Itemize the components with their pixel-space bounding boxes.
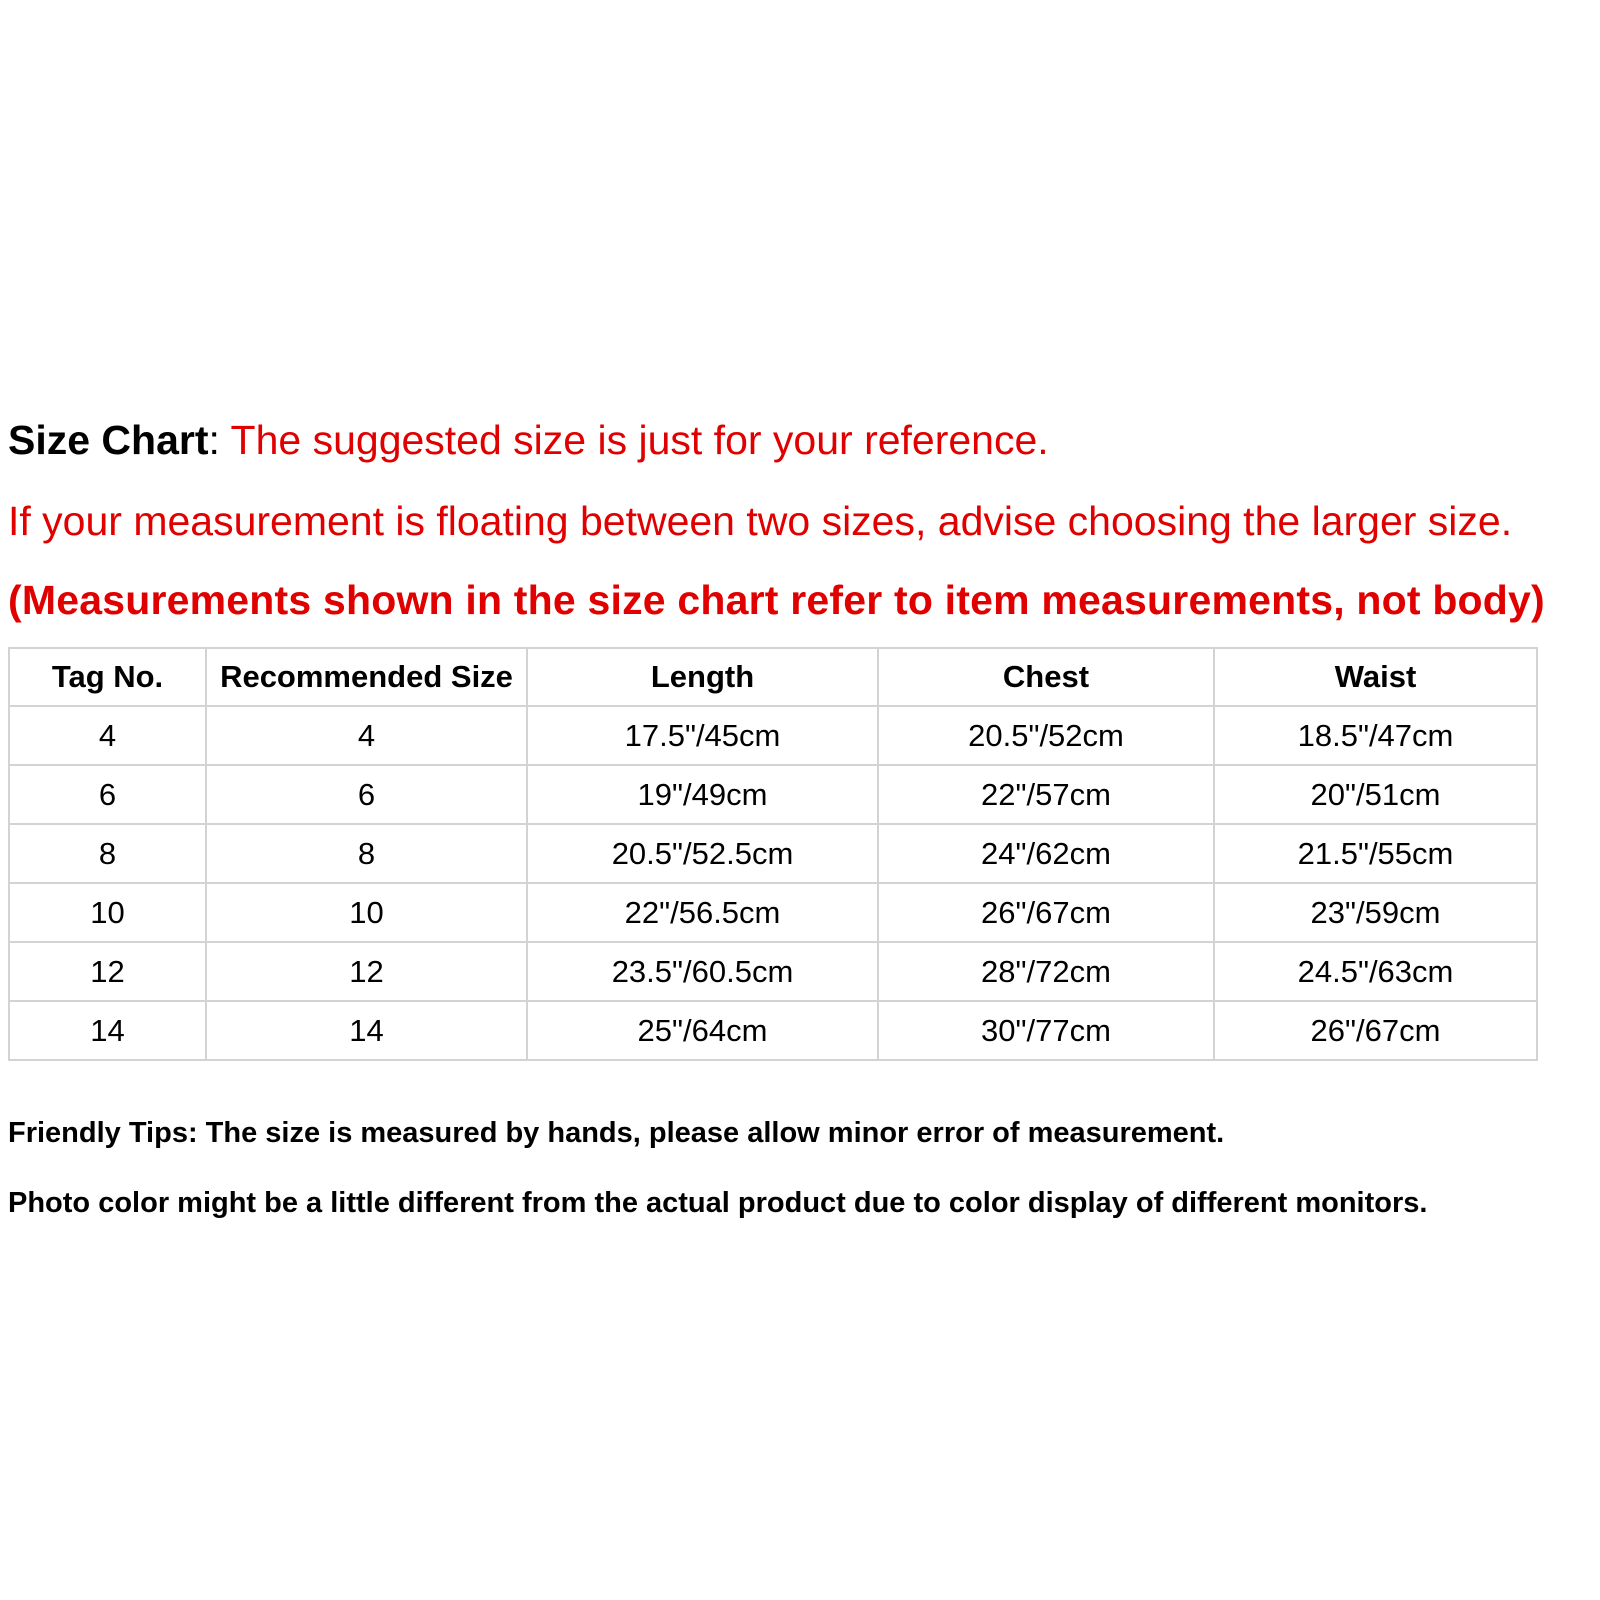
cell-chest: 22"/57cm [878,765,1214,824]
cell-waist: 18.5"/47cm [1214,706,1537,765]
cell-recommended-size: 12 [206,942,527,1001]
cell-tag-no: 14 [9,1001,206,1060]
cell-waist: 26"/67cm [1214,1001,1537,1060]
cell-chest: 30"/77cm [878,1001,1214,1060]
header-tag-no: Tag No. [9,648,206,706]
cell-recommended-size: 14 [206,1001,527,1060]
photo-color-note: Photo color might be a little different from the actual product due to color display of different monitors. [8,1187,1428,1219]
table-row [9,883,1537,942]
cell-length: 23.5"/60.5cm [527,942,878,1001]
table-header-row [9,648,1537,706]
table-row [9,942,1537,1001]
table-row [9,824,1537,883]
friendly-tips: Friendly Tips: The size is measured by hands, please allow minor error of measurement. [8,1117,1225,1149]
cell-tag-no: 10 [9,883,206,942]
cell-tag-no: 4 [9,706,206,765]
cell-length: 19"/49cm [527,765,878,824]
table-row [9,765,1537,824]
cell-chest: 28"/72cm [878,942,1214,1001]
cell-tag-no: 12 [9,942,206,1001]
cell-recommended-size: 6 [206,765,527,824]
size-advice: If your measurement is floating between two sizes, advise choosing the larger size. [8,498,1513,544]
size-chart-title-line [8,417,1598,470]
cell-recommended-size: 4 [206,706,527,765]
title-colon: : [208,417,231,463]
cell-chest: 24"/62cm [878,824,1214,883]
cell-tag-no: 6 [9,765,206,824]
cell-waist: 23"/59cm [1214,883,1537,942]
cell-recommended-size: 8 [206,824,527,883]
cell-recommended-size: 10 [206,883,527,942]
cell-waist: 24.5"/63cm [1214,942,1537,1001]
cell-chest: 20.5"/52cm [878,706,1214,765]
cell-length: 20.5"/52.5cm [527,824,878,883]
cell-tag-no: 8 [9,824,206,883]
table-row [9,1001,1537,1060]
size-table [8,647,1538,1061]
size-chart-label: Size Chart [8,417,209,463]
header-recommended-size: Recommended Size [206,648,527,706]
header-waist: Waist [1214,648,1537,706]
header-chest: Chest [878,648,1214,706]
measurement-note: (Measurements shown in the size chart refer to item measurements, not body) [8,577,1545,623]
cell-length: 17.5"/45cm [527,706,878,765]
table-row [9,706,1537,765]
cell-chest: 26"/67cm [878,883,1214,942]
cell-length: 22"/56.5cm [527,883,878,942]
size-chart-document [8,417,1598,1220]
cell-waist: 20"/51cm [1214,765,1537,824]
header-length: Length [527,648,878,706]
cell-length: 25"/64cm [527,1001,878,1060]
cell-waist: 21.5"/55cm [1214,824,1537,883]
reference-note: The suggested size is just for your reference. [230,417,1049,463]
